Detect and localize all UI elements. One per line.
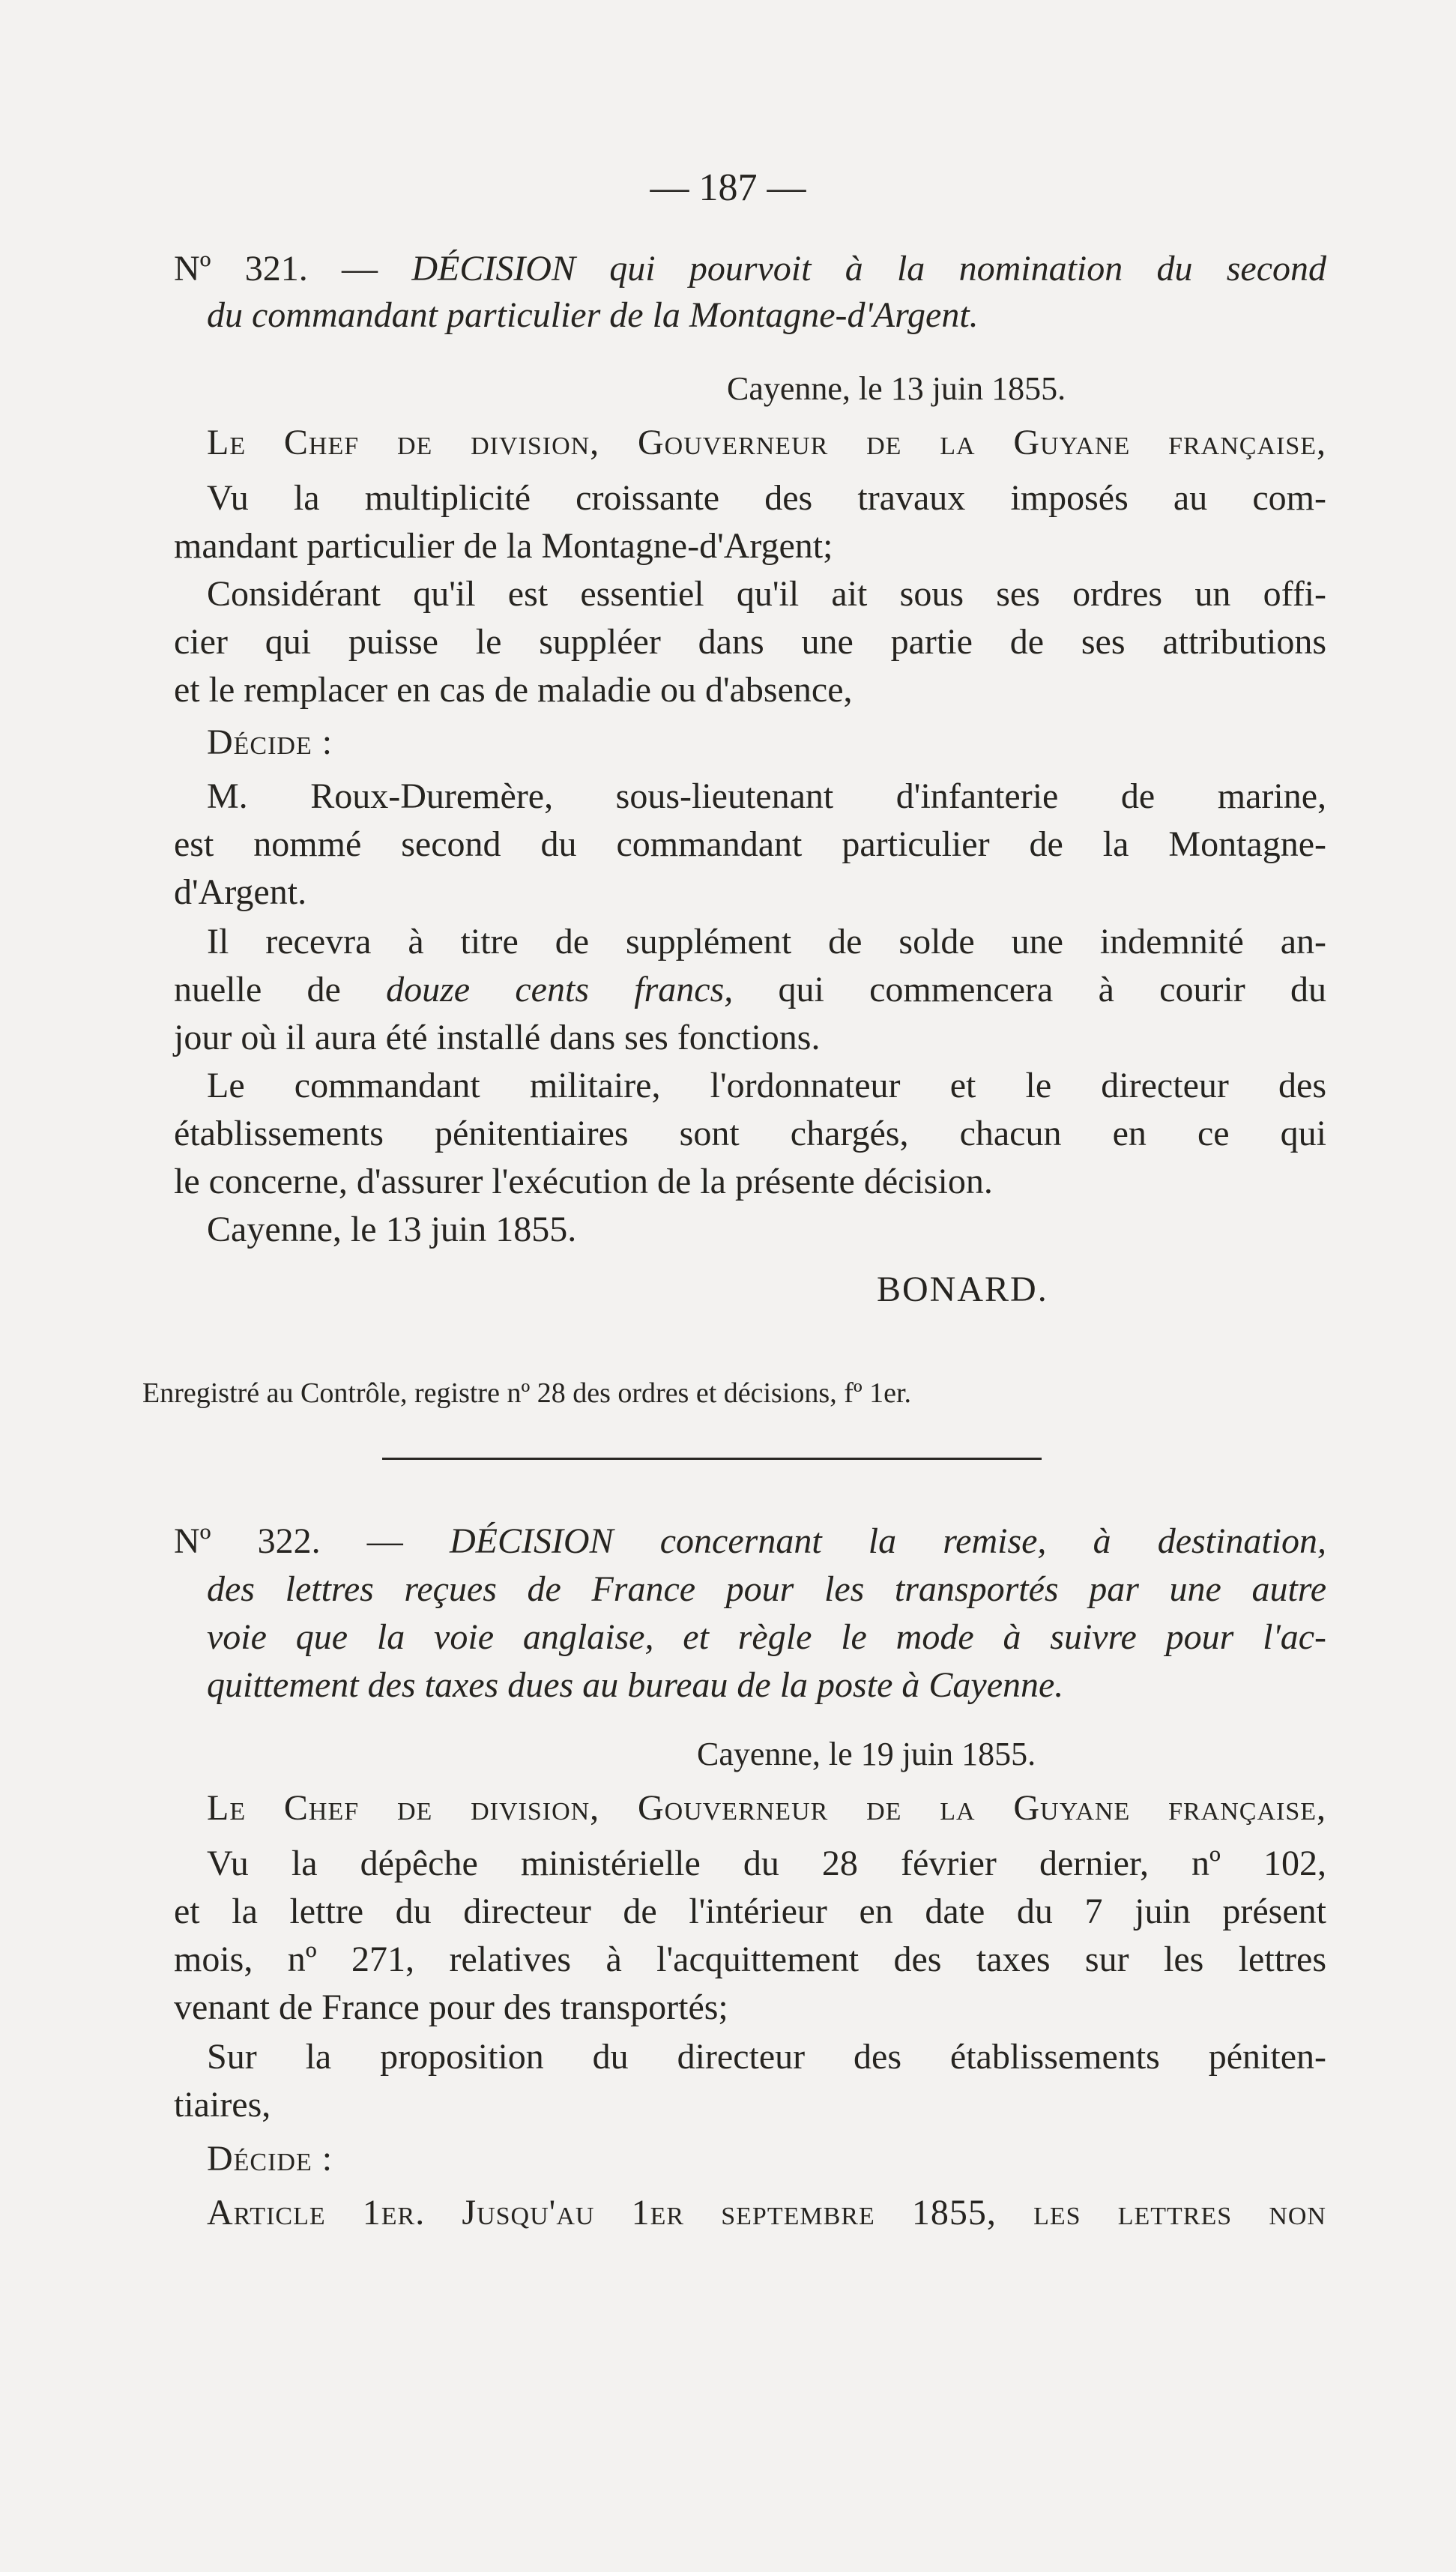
chef-line: Le Chef de division, Gouverneur de la Guyane française,: [207, 1788, 1326, 1828]
decision-322-title: DÉCISION concernant la remise, à destination,: [449, 1521, 1327, 1561]
decision-321-heading: [174, 247, 1326, 291]
decision-321-vu-line-1: Vu la multiplicité croissante des travaux imposés au com-: [207, 478, 1326, 518]
decision-322-article-1: Article 1er. Jusqu'au 1er septembre 1855, les lettres non: [207, 2193, 1326, 2233]
il-line-2-end: qui commencera à courir du: [733, 970, 1327, 1009]
decision-322-number: Nº 322. —: [174, 1521, 403, 1561]
decision-321-decide: Décide :: [207, 722, 333, 762]
amount-italic: douze cents francs,: [386, 970, 734, 1009]
decision-322-title-line-3: voie que la voie anglaise, et règle le mode à suivre pour l'ac-: [207, 1617, 1326, 1657]
decision-321-vu-line-2: mandant particulier de la Montagne-d'Argent;: [174, 526, 833, 566]
decision-321-registration: Enregistré au Contrôle, registre nº 28 des ordres et décisions, fº 1er.: [142, 1377, 912, 1409]
decision-321-signature: BONARD.: [877, 1270, 1048, 1309]
page-number: — 187 —: [650, 166, 806, 209]
decision-321-title-line-2: du commandant particulier de la Montagne-d'Argent.: [207, 295, 979, 335]
decision-322-title-line-2: des lettres reçues de France pour les transportés par une autre: [207, 1569, 1326, 1609]
decision-322-vu-line-3: mois, nº 271, relatives à l'acquittement des taxes sur les lettres: [174, 1939, 1326, 1979]
decision-322-vu-line-4: venant de France pour des transportés;: [174, 1987, 728, 2027]
decision-321-m-line-3: d'Argent.: [174, 872, 307, 912]
decision-322-vu-line-2: et la lettre du directeur de l'intérieur en date du 7 juin présent: [174, 1892, 1326, 1931]
decision-322-title-line-4: quittement des taxes dues au bureau de la poste à Cayenne.: [207, 1665, 1064, 1705]
decision-321-m-line-2: est nommé second du commandant particulier de la Montagne-: [174, 824, 1326, 864]
decision-321-considerant-line-1: Considérant qu'il est essentiel qu'il ait sous ses ordres un offi-: [207, 574, 1326, 614]
decision-321-m-line-1: M. Roux-Duremère, sous-lieutenant d'infanterie de marine,: [207, 776, 1326, 816]
decision-321-closing-date: Cayenne, le 13 juin 1855.: [207, 1210, 577, 1249]
decision-321-le-line-1: Le commandant militaire, l'ordonnateur et le directeur des: [207, 1066, 1326, 1105]
decision-321-il-line-2: [174, 968, 1326, 1012]
decision-321-date: Cayenne, le 13 juin 1855.: [727, 370, 1066, 407]
decision-321-le-line-3: le concerne, d'assurer l'exécution de la présente décision.: [174, 1162, 993, 1201]
decision-322-decide: Décide :: [207, 2139, 333, 2179]
decision-321-considerant-line-3: et le remplacer en cas de maladie ou d'absence,: [174, 670, 853, 710]
decision-321-considerant-line-2: cier qui puisse le suppléer dans une partie de ses attributions: [174, 622, 1326, 662]
decision-322-heading: [174, 1520, 1326, 1563]
chef-line: Le Chef de division, Gouverneur de la Guyane française,: [207, 423, 1326, 462]
decision-322-chef: [207, 1787, 1326, 1830]
decision-321-number: Nº 321. —: [174, 249, 378, 289]
il-line-2-start: nuelle de: [174, 970, 387, 1009]
decision-322-sur-line-2: tiaires,: [174, 2085, 271, 2125]
decision-321-il-line-3: jour où il aura été installé dans ses fonctions.: [174, 1018, 821, 1057]
decision-322-date: Cayenne, le 19 juin 1855.: [697, 1736, 1036, 1772]
decision-322-sur-line-1: Sur la proposition du directeur des établissements péniten-: [207, 2037, 1326, 2077]
section-divider: [382, 1458, 1042, 1460]
decision-321-le-line-2: établissements pénitentiaires sont chargés, chacun en ce qui: [174, 1114, 1326, 1153]
decision-321-il-line-1: Il recevra à titre de supplément de solde une indemnité an-: [207, 922, 1326, 962]
decision-321-title: DÉCISION qui pourvoit à la nomination du second: [411, 249, 1327, 289]
decision-321-chef: [207, 421, 1326, 465]
decision-322-vu-line-1: Vu la dépêche ministérielle du 28 février dernier, nº 102,: [207, 1844, 1326, 1883]
